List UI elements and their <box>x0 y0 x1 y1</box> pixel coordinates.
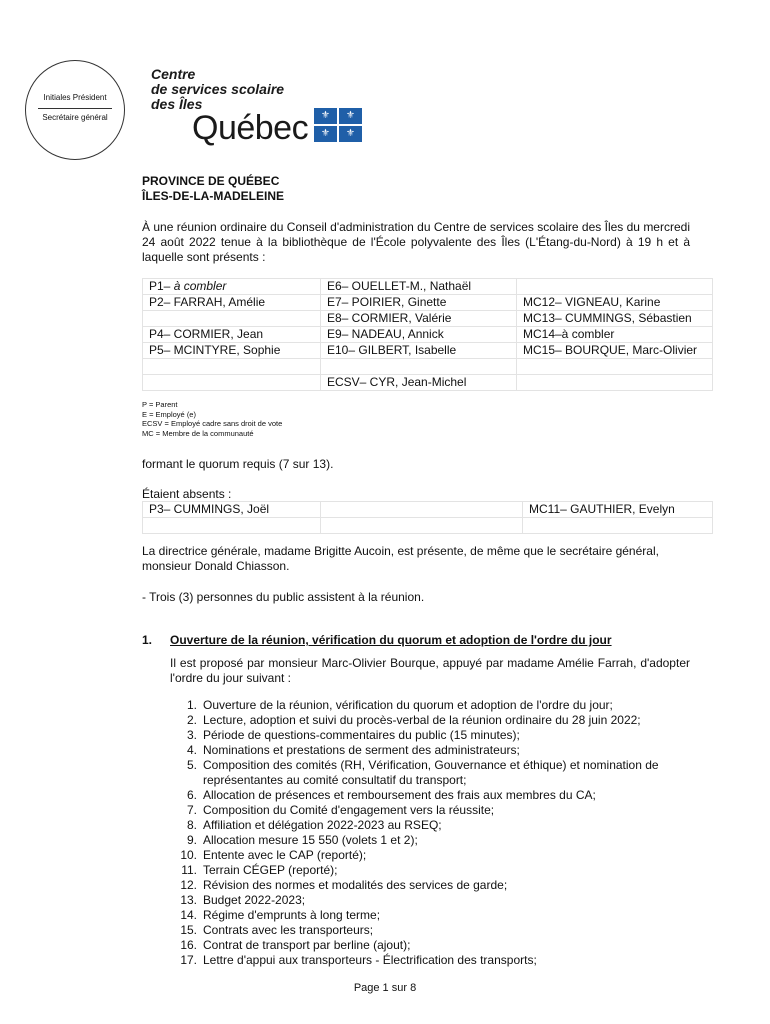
stamp-divider <box>38 108 112 109</box>
table-cell <box>143 375 321 391</box>
region-heading: ÎLES-DE-LA-MADELEINE <box>142 189 284 203</box>
quorum-statement: formant le quorum requis (7 sur 13). <box>142 457 334 471</box>
legend-item: E = Employé (e) <box>142 409 196 419</box>
table-cell: E10– GILBERT, Isabelle <box>321 343 517 359</box>
legend-item: ECSV = Employé cadre sans droit de vote <box>142 419 283 428</box>
table-row <box>143 359 713 375</box>
list-item: 12. Révision des normes et modalités des services de garde; <box>180 878 508 892</box>
list-item: 8. Affiliation et délégation 2022-2023 au RSEQ; <box>186 818 442 832</box>
list-item: 4. Nominations et prestations de serment des administrateurs; <box>186 743 520 757</box>
director-general-statement: La directrice générale, madame Brigitte Aucoin, est présente, de même que le secrétaire général, monsieur Donald Chiasson. <box>142 544 659 573</box>
list-item: 10. Entente avec le CAP (reporté); <box>180 848 367 862</box>
list-item: 14. Régime d'emprunts à long terme; <box>180 908 381 922</box>
legend-item: MC = Membre de la communauté <box>142 428 254 438</box>
stamp-president-label: Initiales Président <box>43 93 107 102</box>
list-item: 3. Période de questions-commentaires du public (15 minutes); <box>186 728 520 742</box>
table-cell: E7– POIRIER, Ginette <box>321 295 517 311</box>
table-cell: E8– CORMIER, Valérie <box>321 311 517 327</box>
table-cell: P3– CUMMINGS, Joël <box>143 502 321 518</box>
table-row <box>143 518 713 534</box>
table-row <box>143 311 713 327</box>
proposition-text: Il est proposé par monsieur Marc-Olivier Bourque, appuyé par madame Amélie Farrah, d'adopter l'ordre du jour suivant : <box>170 656 690 685</box>
table-cell <box>321 518 523 534</box>
present-members-table <box>142 278 713 391</box>
table-row <box>143 279 713 295</box>
list-item: 16. Contrat de transport par berline (ajout); <box>180 938 411 952</box>
table-row <box>143 327 713 343</box>
list-item: 13. Budget 2022-2023; <box>180 893 306 907</box>
table-cell <box>143 518 321 534</box>
table-row <box>143 375 713 391</box>
list-item: 15. Contrats avec les transporteurs; <box>180 923 374 937</box>
table-cell <box>517 279 713 295</box>
stamp-secretary-label: Secrétaire général <box>42 113 108 122</box>
list-item: 11. Terrain CÉGEP (reporté); <box>181 863 338 877</box>
quebec-flag-icon <box>314 108 362 142</box>
table-cell: MC13– CUMMINGS, Sébastien <box>517 311 713 327</box>
public-attendance: - Trois (3) personnes du public assistent à la réunion. <box>142 590 425 604</box>
list-item: 6. Allocation de présences et remboursement des frais aux membres du CA; <box>186 788 596 802</box>
fleur-de-lis-icon: ⚜ <box>339 126 362 142</box>
org-name <box>151 67 284 112</box>
member-legend <box>142 400 282 438</box>
initials-stamp <box>25 60 125 160</box>
table-row <box>143 343 713 359</box>
table-cell: MC15– BOURQUE, Marc-Olivier <box>517 343 713 359</box>
list-item: 5. Composition des comités (RH, Vérification, Gouvernance et éthique) et nomination de représentantes au comité consultatif du transport; <box>186 758 659 787</box>
absent-members-table <box>142 501 713 534</box>
agenda-list <box>175 698 723 968</box>
table-cell <box>143 311 321 327</box>
fleur-de-lis-icon: ⚜ <box>314 126 337 142</box>
table-cell: MC12– VIGNEAU, Karine <box>517 295 713 311</box>
list-item: 7. Composition du Comité d'engagement vers la réussite; <box>186 803 495 817</box>
table-cell: P1– à combler <box>143 279 321 295</box>
page-number: Page 1 sur 8 <box>353 982 417 994</box>
table-cell: MC14–à combler <box>517 327 713 343</box>
table-cell: E9– NADEAU, Annick <box>321 327 517 343</box>
section-number: 1. <box>142 633 153 647</box>
list-item: 9. Allocation mesure 15 550 (volets 1 et 2); <box>186 833 418 847</box>
org-line-2: de services scolaire <box>151 81 285 97</box>
fleur-de-lis-icon: ⚜ <box>314 108 337 124</box>
table-row <box>143 502 713 518</box>
table-cell: ECSV– CYR, Jean-Michel <box>321 375 517 391</box>
legend-item: P = Parent <box>142 400 178 409</box>
province-heading: PROVINCE DE QUÉBEC <box>142 174 280 188</box>
table-cell: P5– MCINTYRE, Sophie <box>143 343 321 359</box>
table-cell: E6– OUELLET-M., Nathaël <box>321 279 517 295</box>
section-title: Ouverture de la réunion, vérification du quorum et adoption de l'ordre du jour <box>170 633 612 647</box>
org-line-1: Centre <box>151 66 196 82</box>
table-cell: P2– FARRAH, Amélie <box>143 295 321 311</box>
list-item: 2. Lecture, adoption et suivi du procès-verbal de la réunion ordinaire du 28 juin 2022; <box>186 713 641 727</box>
table-cell <box>517 359 713 375</box>
table-cell <box>517 375 713 391</box>
table-cell <box>321 359 517 375</box>
table-cell <box>523 518 713 534</box>
meeting-intro: À une réunion ordinaire du Conseil d'administration du Centre de services scolaire des Îles du mercredi 24 août 2022 tenue à la bibliothèque de l'École polyvalente des Îles (L'Étang-du-Nord) à 19 h et à laquelle sont présents : <box>142 220 690 264</box>
list-item: 1. Ouverture de la réunion, vérification du quorum et adoption de l'ordre du jour; <box>186 698 613 712</box>
table-cell: MC11– GAUTHIER, Evelyn <box>523 502 713 518</box>
table-cell: P4– CORMIER, Jean <box>143 327 321 343</box>
absent-label: Étaient absents : <box>142 487 232 501</box>
org-line-3: des Îles <box>151 96 203 112</box>
fleur-de-lis-icon: ⚜ <box>339 108 362 124</box>
quebec-wordmark: Québec <box>192 109 309 147</box>
table-cell <box>321 502 523 518</box>
list-item: 17. Lettre d'appui aux transporteurs - Électrification des transports; <box>180 953 537 967</box>
table-cell <box>143 359 321 375</box>
table-row <box>143 295 713 311</box>
